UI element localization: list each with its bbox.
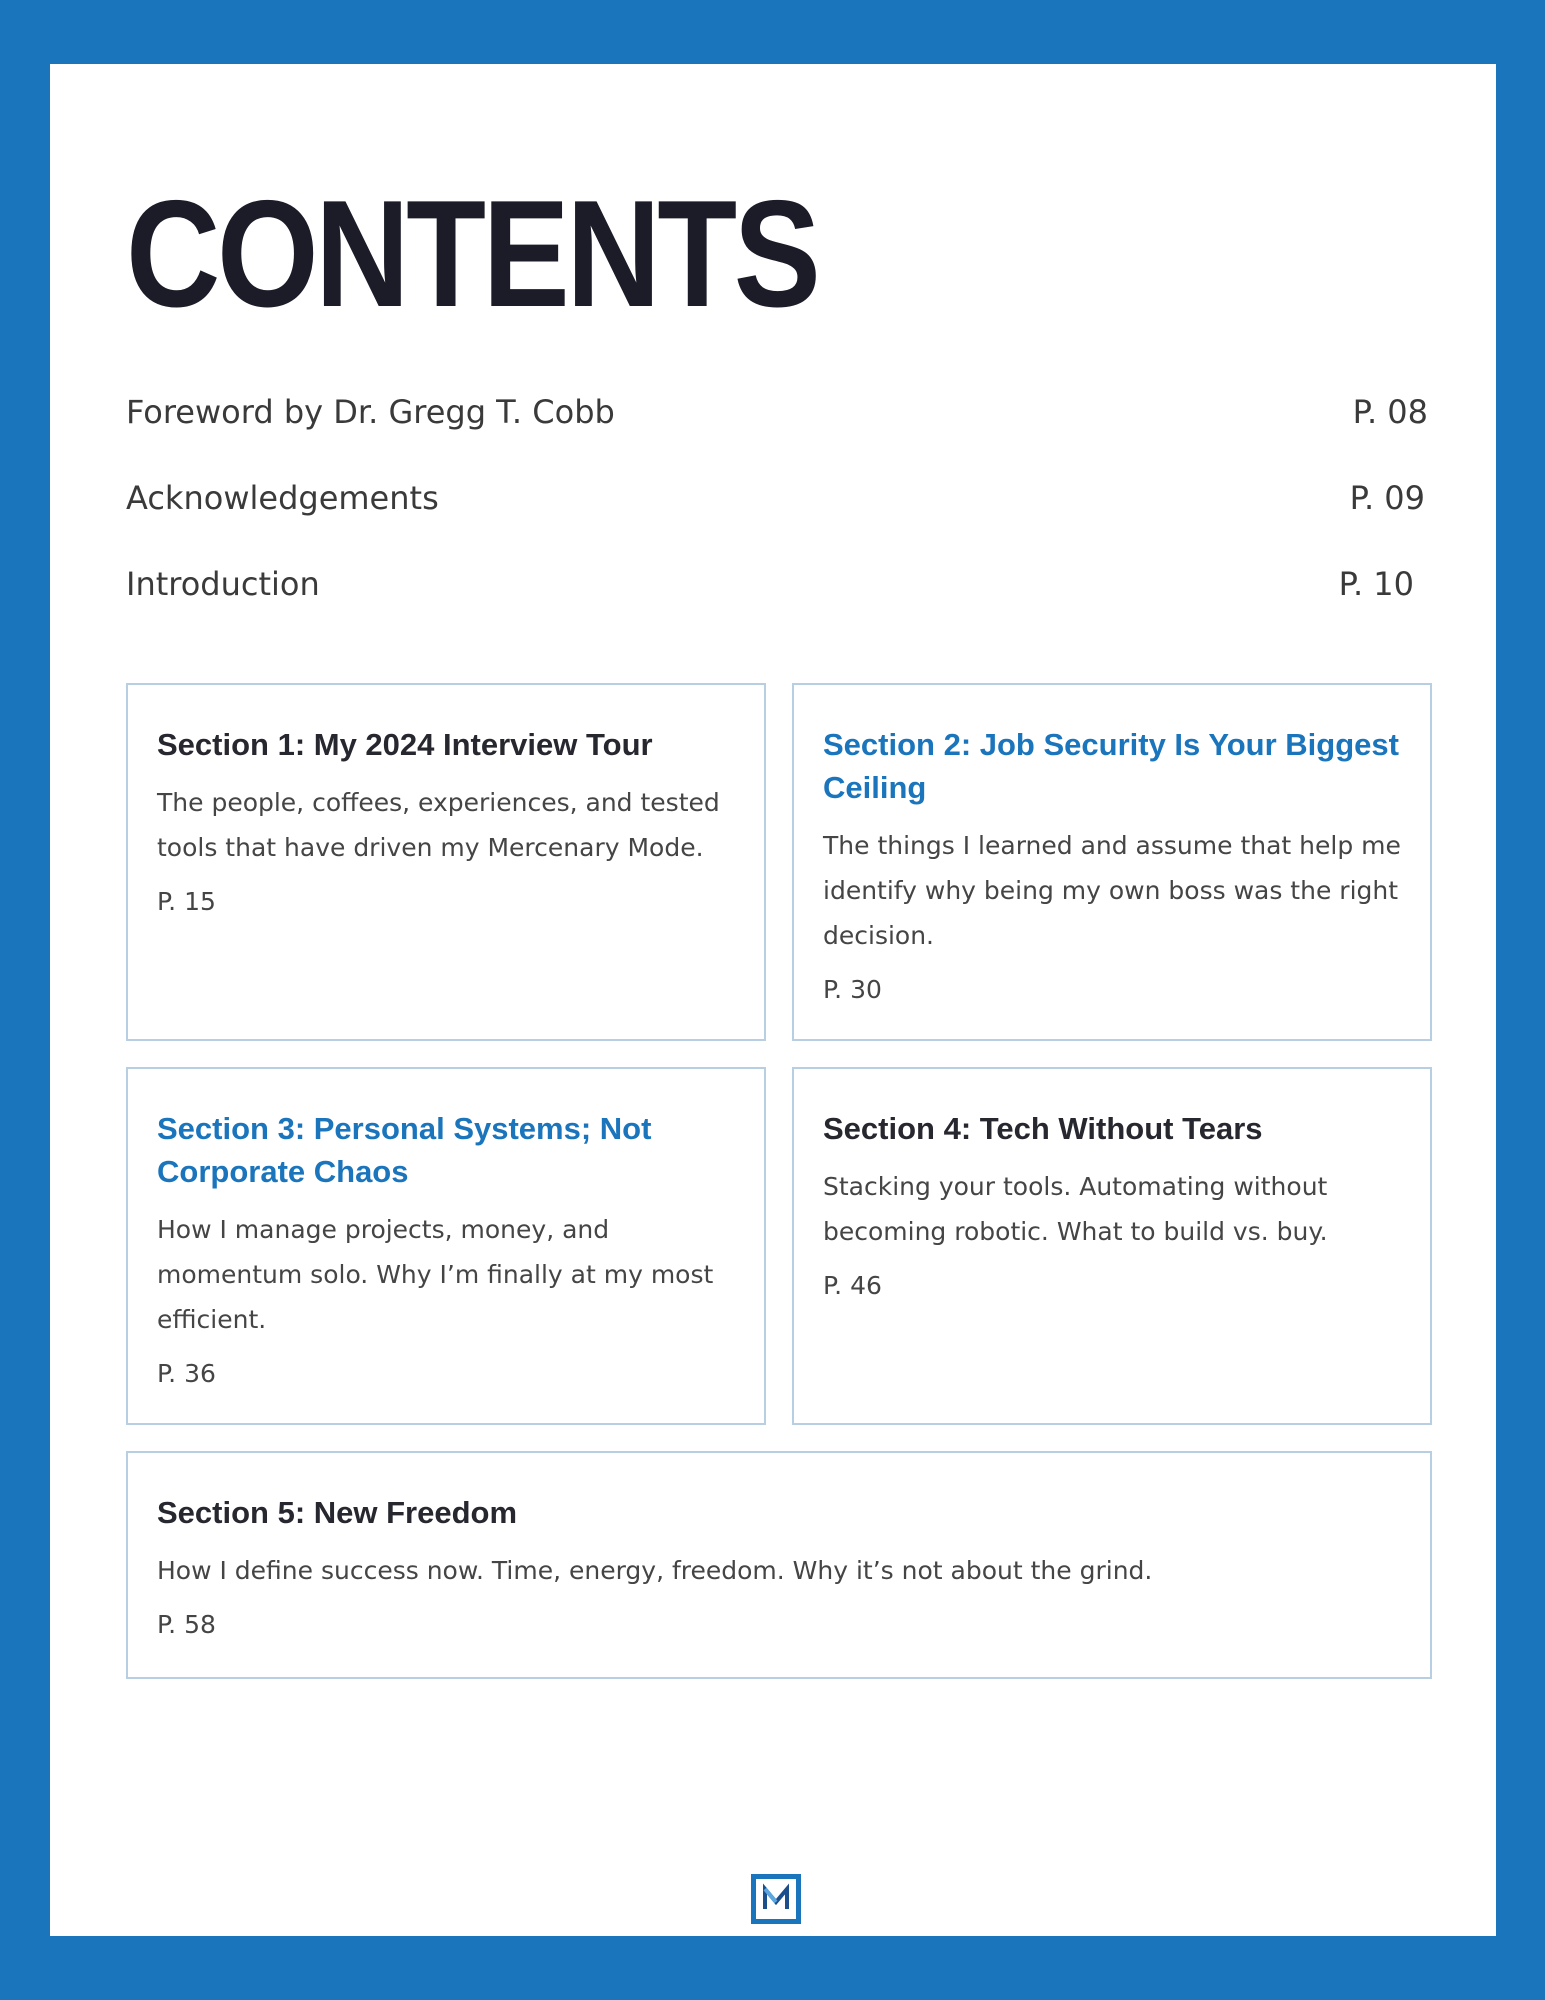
section-card-5[interactable] xyxy=(126,1451,1432,1679)
section-card-1[interactable] xyxy=(126,683,766,1041)
toc-entry-acknowledgements[interactable] xyxy=(126,474,1426,522)
section-description: Stacking your tools. Automating without becoming robotic. What to build vs. buy. xyxy=(823,1172,1328,1246)
m-logo-icon xyxy=(751,1874,801,1924)
section-title: Section 3: Personal Systems; Not Corporate Chaos xyxy=(157,1111,652,1189)
section-page: P. 46 xyxy=(823,1271,882,1300)
section-page: P. 58 xyxy=(157,1610,216,1639)
toc-entry-page: P. 09 xyxy=(1349,479,1425,517)
section-card-4[interactable] xyxy=(792,1067,1432,1425)
toc-entry-label: Acknowledgements xyxy=(126,479,439,517)
section-card-2[interactable] xyxy=(792,683,1432,1041)
section-title: Section 5: New Freedom xyxy=(157,1495,518,1530)
section-page: P. 15 xyxy=(157,887,216,916)
section-description: The things I learned and assume that help me identify why being my own boss was the right decision. xyxy=(823,831,1401,950)
m-logo-glyph xyxy=(756,1879,796,1919)
document-page xyxy=(50,64,1496,1936)
toc-entry-foreword[interactable] xyxy=(126,388,1426,436)
page-title: CONTENTS xyxy=(126,169,818,339)
section-description: The people, coffees, experiences, and tested tools that have driven my Mercenary Mode. xyxy=(157,788,720,862)
toc-entry-page: P. 10 xyxy=(1338,565,1414,603)
section-page: P. 30 xyxy=(823,975,882,1004)
section-description: How I define success now. Time, energy, freedom. Why it’s not about the grind. xyxy=(157,1556,1153,1585)
toc-entry-label: Foreword by Dr. Gregg T. Cobb xyxy=(126,393,615,431)
section-title: Section 1: My 2024 Interview Tour xyxy=(157,727,653,762)
toc-entry-page: P. 08 xyxy=(1352,393,1428,431)
section-title: Section 4: Tech Without Tears xyxy=(823,1111,1263,1146)
toc-entry-label: Introduction xyxy=(126,565,320,603)
section-card-3[interactable] xyxy=(126,1067,766,1425)
section-page: P. 36 xyxy=(157,1359,216,1388)
toc-entry-introduction[interactable] xyxy=(126,560,1426,608)
section-description: How I manage projects, money, and momentum solo. Why I’m finally at my most efficient. xyxy=(157,1215,714,1334)
section-title: Section 2: Job Security Is Your Biggest Ceiling xyxy=(823,727,1399,805)
